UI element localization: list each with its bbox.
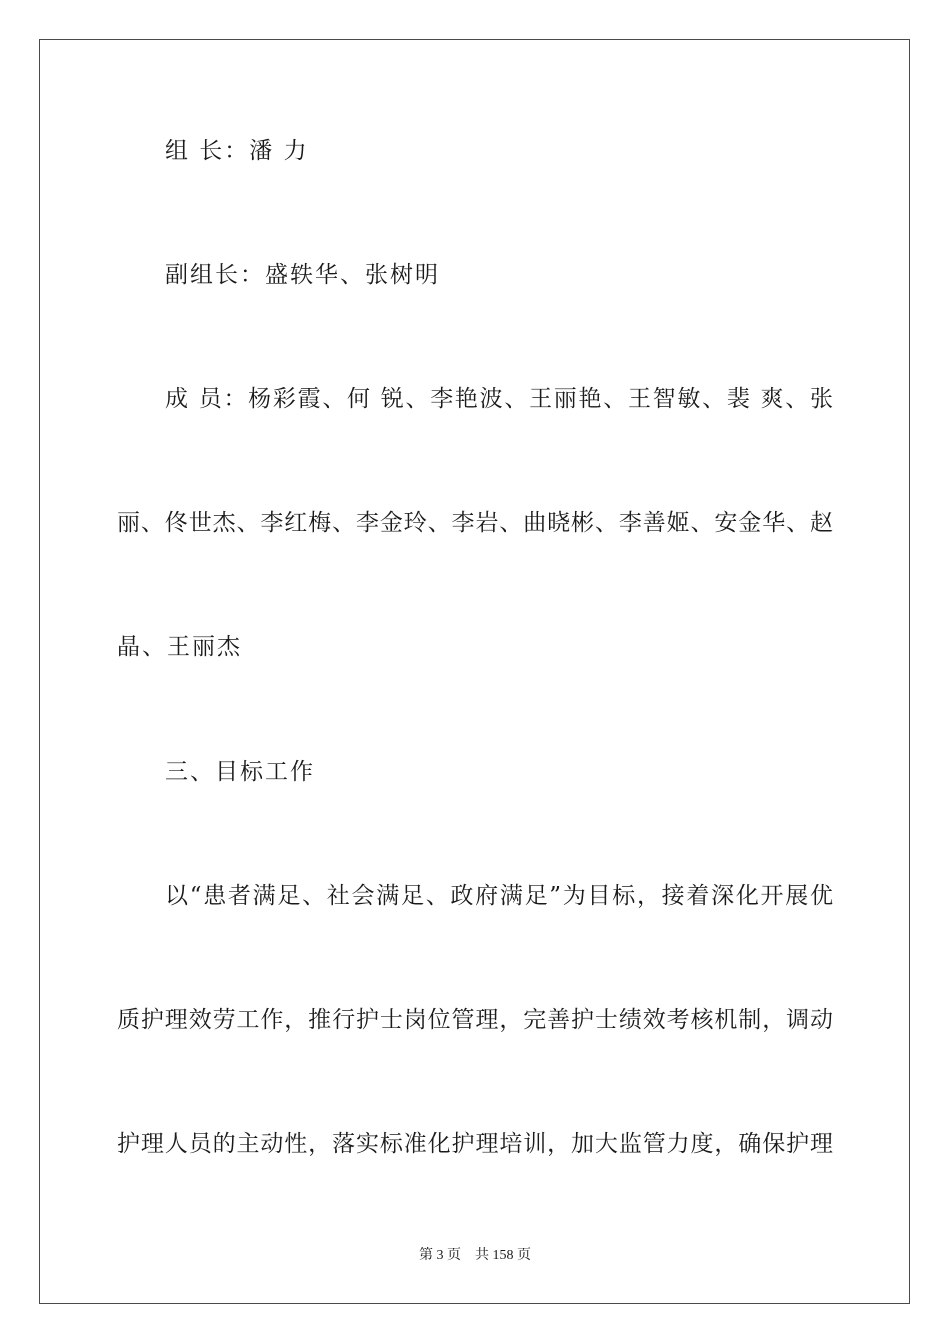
- deputy-leader-line: 副组长：盛轶华、张树明: [165, 262, 440, 288]
- members-line-3: 晶、王丽杰: [117, 634, 242, 660]
- section-heading: 三、目标工作: [165, 759, 315, 785]
- paragraph-line-1: 以“患者满足、社会满足、政府满足”为目标，接着深化开展优: [165, 883, 833, 909]
- members-line-1: 成 员：杨彩霞、何 锐、李艳波、王丽艳、王智敏、裴 爽、张: [165, 386, 833, 412]
- members-line-2: 丽、佟世杰、李红梅、李金玲、李岩、曲晓彬、李善姬、安金华、赵: [117, 510, 833, 536]
- paragraph-line-2: 质护理效劳工作，推行护士岗位管理，完善护士绩效考核机制，调动: [117, 1007, 833, 1033]
- group-leader-line: 组 长：潘 力: [165, 138, 309, 164]
- paragraph-line-3: 护理人员的主动性，落实标准化护理培训，加大监管力度，确保护理: [117, 1131, 833, 1157]
- total-pages: 共 158 页: [475, 1248, 531, 1263]
- page-footer: [0, 1246, 950, 1266]
- page-number: 第 3 页: [419, 1248, 461, 1263]
- page-border: [39, 39, 910, 1304]
